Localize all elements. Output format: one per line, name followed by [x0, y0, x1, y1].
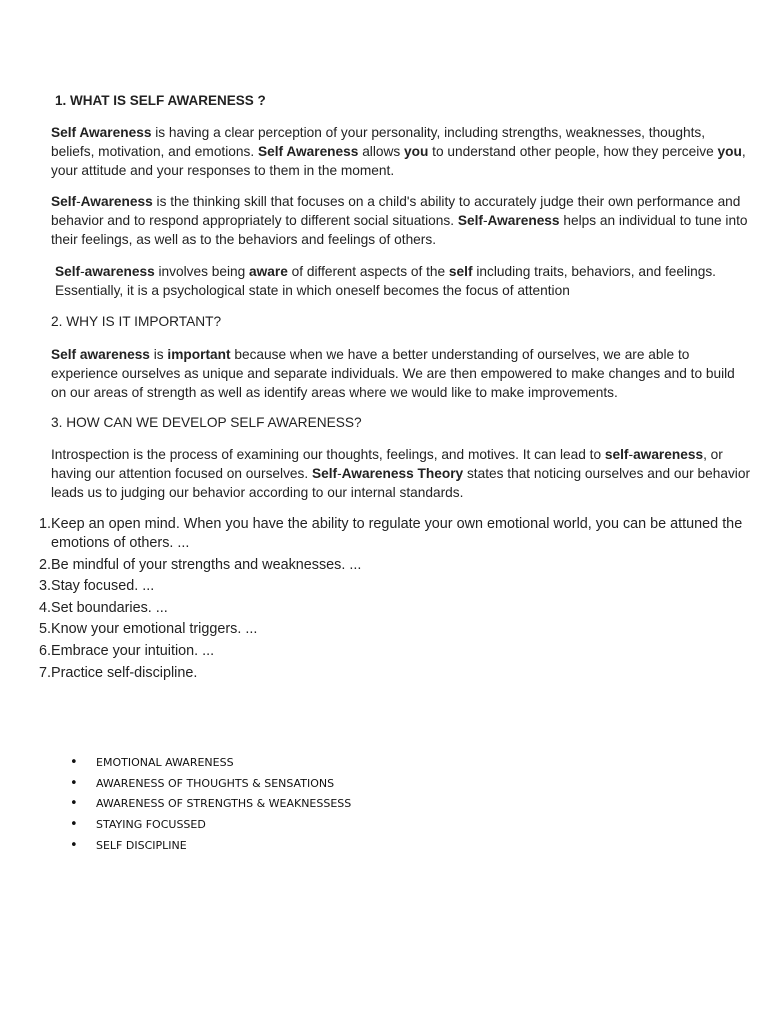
- step-number: 7.: [38, 664, 51, 681]
- text-run: is having a clear perception of your personality, including strengths, weaknesses, thoughts, beliefs, motivation, and emotions.: [51, 125, 706, 159]
- heading-what-is-self-awareness: 1. WHAT IS SELF AWARENESS ?: [55, 93, 266, 108]
- text-run: , or having our attention focused on ourselves.: [51, 447, 723, 481]
- bullet-item: [70, 794, 351, 815]
- bullet-icon: •: [70, 817, 78, 833]
- bold-text-run: self: [448, 264, 473, 279]
- bullet-icon: •: [70, 796, 78, 812]
- paragraph-aware-aspects: [55, 262, 751, 300]
- text-run: -: [76, 194, 81, 209]
- bold-text-run: awareness: [84, 264, 155, 279]
- bold-text-run: Self Awareness: [51, 125, 152, 140]
- step-item: [20, 642, 760, 661]
- step-number: 5.: [38, 621, 51, 638]
- bold-text-run: Self: [312, 466, 338, 481]
- bold-text-run: Awareness: [487, 213, 560, 228]
- step-text: Know your emotional triggers. ...: [51, 621, 258, 638]
- bullet-icon: •: [70, 754, 78, 770]
- step-item: [20, 556, 760, 575]
- bold-text-run: awareness: [633, 447, 704, 462]
- bold-text-run: Self: [55, 264, 81, 279]
- step-number: 1.: [38, 516, 51, 532]
- bullet-text: AWARENESS OF THOUGHTS & SENSATIONS: [96, 776, 335, 790]
- text-run: involves being: [154, 264, 250, 279]
- text-run: -: [482, 213, 488, 228]
- text-run: Introspection is the process of examining our thoughts, feelings, and motives. It can lead to: [51, 447, 605, 462]
- bold-text-run: you: [717, 144, 742, 159]
- bold-text-run: self: [604, 447, 629, 462]
- step-item: [20, 620, 760, 639]
- bold-text-run: Awareness Theory: [341, 466, 464, 481]
- paragraph-importance: [51, 345, 751, 402]
- bullet-list: [70, 752, 351, 856]
- text-run: helps an individual to tune into their feelings, as well as to the behaviors and feelings of others.: [51, 213, 748, 247]
- bullet-icon: •: [70, 838, 78, 854]
- step-number: 4.: [38, 599, 51, 616]
- bullet-item: [70, 835, 351, 856]
- bullet-text: SELF DISCIPLINE: [96, 839, 187, 853]
- step-item: [20, 664, 760, 683]
- step-number: 6.: [38, 642, 51, 659]
- text-run: including traits, behaviors, and feelings. Essentially, it is a psychological state in which oneself becomes the focus of attention: [55, 264, 716, 298]
- text-run: states that noticing ourselves and our behavior leads us to judging our behavior according to our internal standards.: [51, 466, 751, 500]
- step-number: 2.: [38, 556, 51, 573]
- bold-text-run: aware: [249, 264, 288, 279]
- step-item: [20, 599, 760, 618]
- bold-text-run: Self awareness: [51, 347, 150, 362]
- step-text: Keep an open mind. When you have the ability to regulate your own emotional world, you can be attuned the emotions of others. ...: [51, 516, 743, 551]
- text-run: -: [337, 466, 342, 481]
- text-run: is the thinking skill that focuses on a child's ability to accurately judge their own performance and behavior and to respond appropriately to different social situations.: [51, 194, 741, 228]
- bullet-item: [70, 773, 351, 794]
- paragraph-introspection: [51, 445, 751, 502]
- bullet-text: AWARENESS OF STRENGTHS & WEAKNESSESS: [96, 797, 352, 811]
- step-text: Be mindful of your strengths and weaknesses. ...: [51, 556, 362, 573]
- step-text: Set boundaries. ...: [51, 599, 168, 616]
- heading-how-develop: 3. HOW CAN WE DEVELOP SELF AWARENESS?: [51, 415, 362, 430]
- step-number: 3.: [38, 578, 51, 595]
- step-text: Embrace your intuition. ...: [51, 642, 215, 659]
- text-run: -: [80, 264, 85, 279]
- text-run: is: [149, 347, 168, 362]
- text-run: of different aspects of the: [287, 264, 449, 279]
- bullet-item: [70, 814, 351, 835]
- bold-text-run: Self: [51, 194, 77, 209]
- steps-list: [20, 515, 760, 685]
- bullet-icon: •: [70, 775, 78, 791]
- text-run: because when we have a better understanding of ourselves, we are able to experience ourselves as unique and separate individuals. We are then empowered to make changes and to build on our areas of strength as well as identify areas where we would like to make improvements.: [51, 347, 735, 400]
- bullet-text: EMOTIONAL AWARENESS: [96, 755, 234, 769]
- paragraph-thinking-skill: [51, 192, 751, 249]
- step-text: Practice self-discipline.: [51, 664, 198, 681]
- bold-text-run: important: [167, 347, 231, 362]
- text-run: allows: [358, 144, 405, 159]
- step-text: Stay focused. ...: [51, 578, 155, 595]
- heading-why-important: 2. WHY IS IT IMPORTANT?: [51, 314, 222, 329]
- step-item: [20, 515, 760, 553]
- text-run: , your attitude and your responses to them in the moment.: [51, 144, 746, 178]
- text-run: -: [628, 447, 634, 462]
- bold-text-run: Self: [457, 213, 483, 228]
- paragraph-definition: [51, 123, 751, 180]
- bold-text-run: Self Awareness: [257, 144, 359, 159]
- bullet-item: [70, 752, 351, 773]
- bold-text-run: Awareness: [80, 194, 153, 209]
- step-item: [20, 577, 760, 596]
- bold-text-run: you: [404, 144, 429, 159]
- text-run: to understand other people, how they perceive: [428, 144, 718, 159]
- bullet-text: STAYING FOCUSSED: [96, 818, 206, 832]
